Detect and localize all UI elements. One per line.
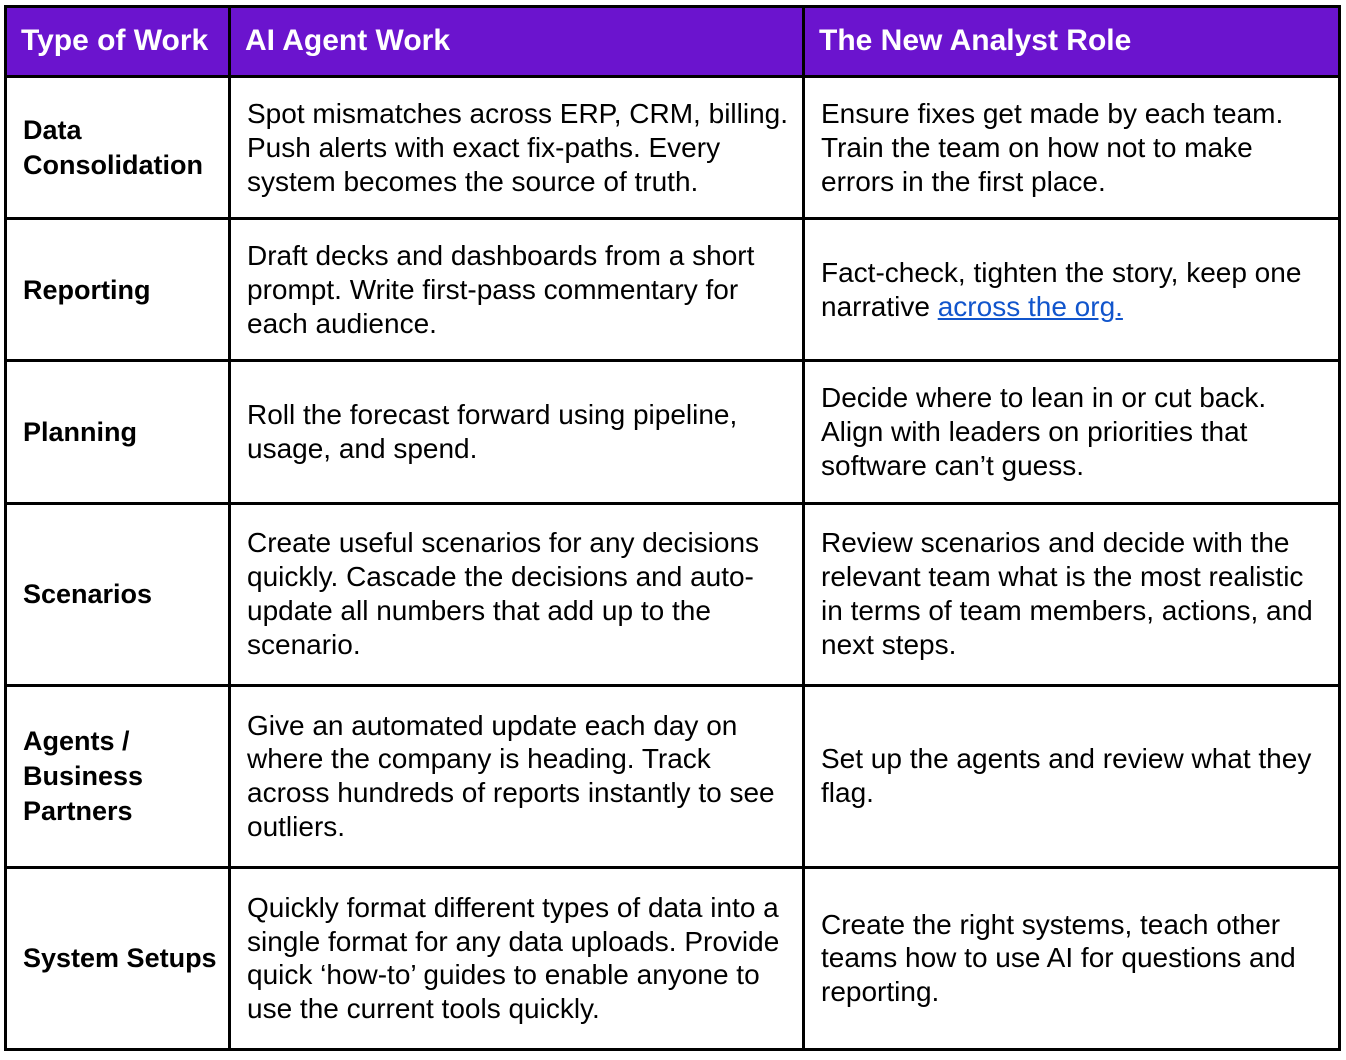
header-row xyxy=(6,7,1340,77)
cell-type-of-work: Planning xyxy=(6,361,230,503)
table-body xyxy=(6,77,1340,1050)
cell-analyst-role xyxy=(804,219,1340,361)
cell-ai-agent-work: Spot mismatches across ERP, CRM, billing. Push alerts with exact fix-paths. Every system becomes the source of truth. xyxy=(230,77,804,219)
table-row xyxy=(6,503,1340,685)
table-row xyxy=(6,685,1340,867)
column-header-type-of-work: Type of Work xyxy=(6,7,230,77)
analyst-role-text: Fact-check, tighten the story, keep one narrative xyxy=(821,256,1302,322)
work-comparison-table xyxy=(4,5,1341,1051)
cell-analyst-role: Set up the agents and review what they flag. xyxy=(804,685,1340,867)
cell-type-of-work: Scenarios xyxy=(6,503,230,685)
cell-type-of-work: Reporting xyxy=(6,219,230,361)
cell-analyst-role: Decide where to lean in or cut back. Align with leaders on priorities that software can’t guess. xyxy=(804,361,1340,503)
across-the-org-link[interactable]: across the org. xyxy=(937,290,1123,322)
cell-ai-agent-work: Quickly format different types of data into a single format for any data uploads. Provide quick ‘how-to’ guides to enable anyone to use the current tools quickly. xyxy=(230,867,804,1049)
table-row xyxy=(6,77,1340,219)
cell-ai-agent-work: Give an automated update each day on where the company is heading. Track across hundreds of reports instantly to see outliers. xyxy=(230,685,804,867)
table-row xyxy=(6,219,1340,361)
table-row xyxy=(6,867,1340,1049)
column-header-ai-agent-work: AI Agent Work xyxy=(230,7,804,77)
cell-analyst-role: Ensure fixes get made by each team. Train the team on how not to make errors in the first place. xyxy=(804,77,1340,219)
table-row xyxy=(6,361,1340,503)
cell-type-of-work: System Setups xyxy=(6,867,230,1049)
cell-type-of-work: Data Consolidation xyxy=(6,77,230,219)
cell-ai-agent-work: Create useful scenarios for any decisions quickly. Cascade the decisions and auto-update all numbers that add up to the scenario. xyxy=(230,503,804,685)
column-header-new-analyst-role: The New Analyst Role xyxy=(804,7,1340,77)
table-header xyxy=(6,7,1340,77)
cell-ai-agent-work: Draft decks and dashboards from a short prompt. Write first-pass commentary for each audience. xyxy=(230,219,804,361)
cell-analyst-role: Review scenarios and decide with the relevant team what is the most realistic in terms of team members, actions, and next steps. xyxy=(804,503,1340,685)
cell-type-of-work: Agents / Business Partners xyxy=(6,685,230,867)
cell-ai-agent-work: Roll the forecast forward using pipeline, usage, and spend. xyxy=(230,361,804,503)
cell-analyst-role: Create the right systems, teach other teams how to use AI for questions and reporting. xyxy=(804,867,1340,1049)
